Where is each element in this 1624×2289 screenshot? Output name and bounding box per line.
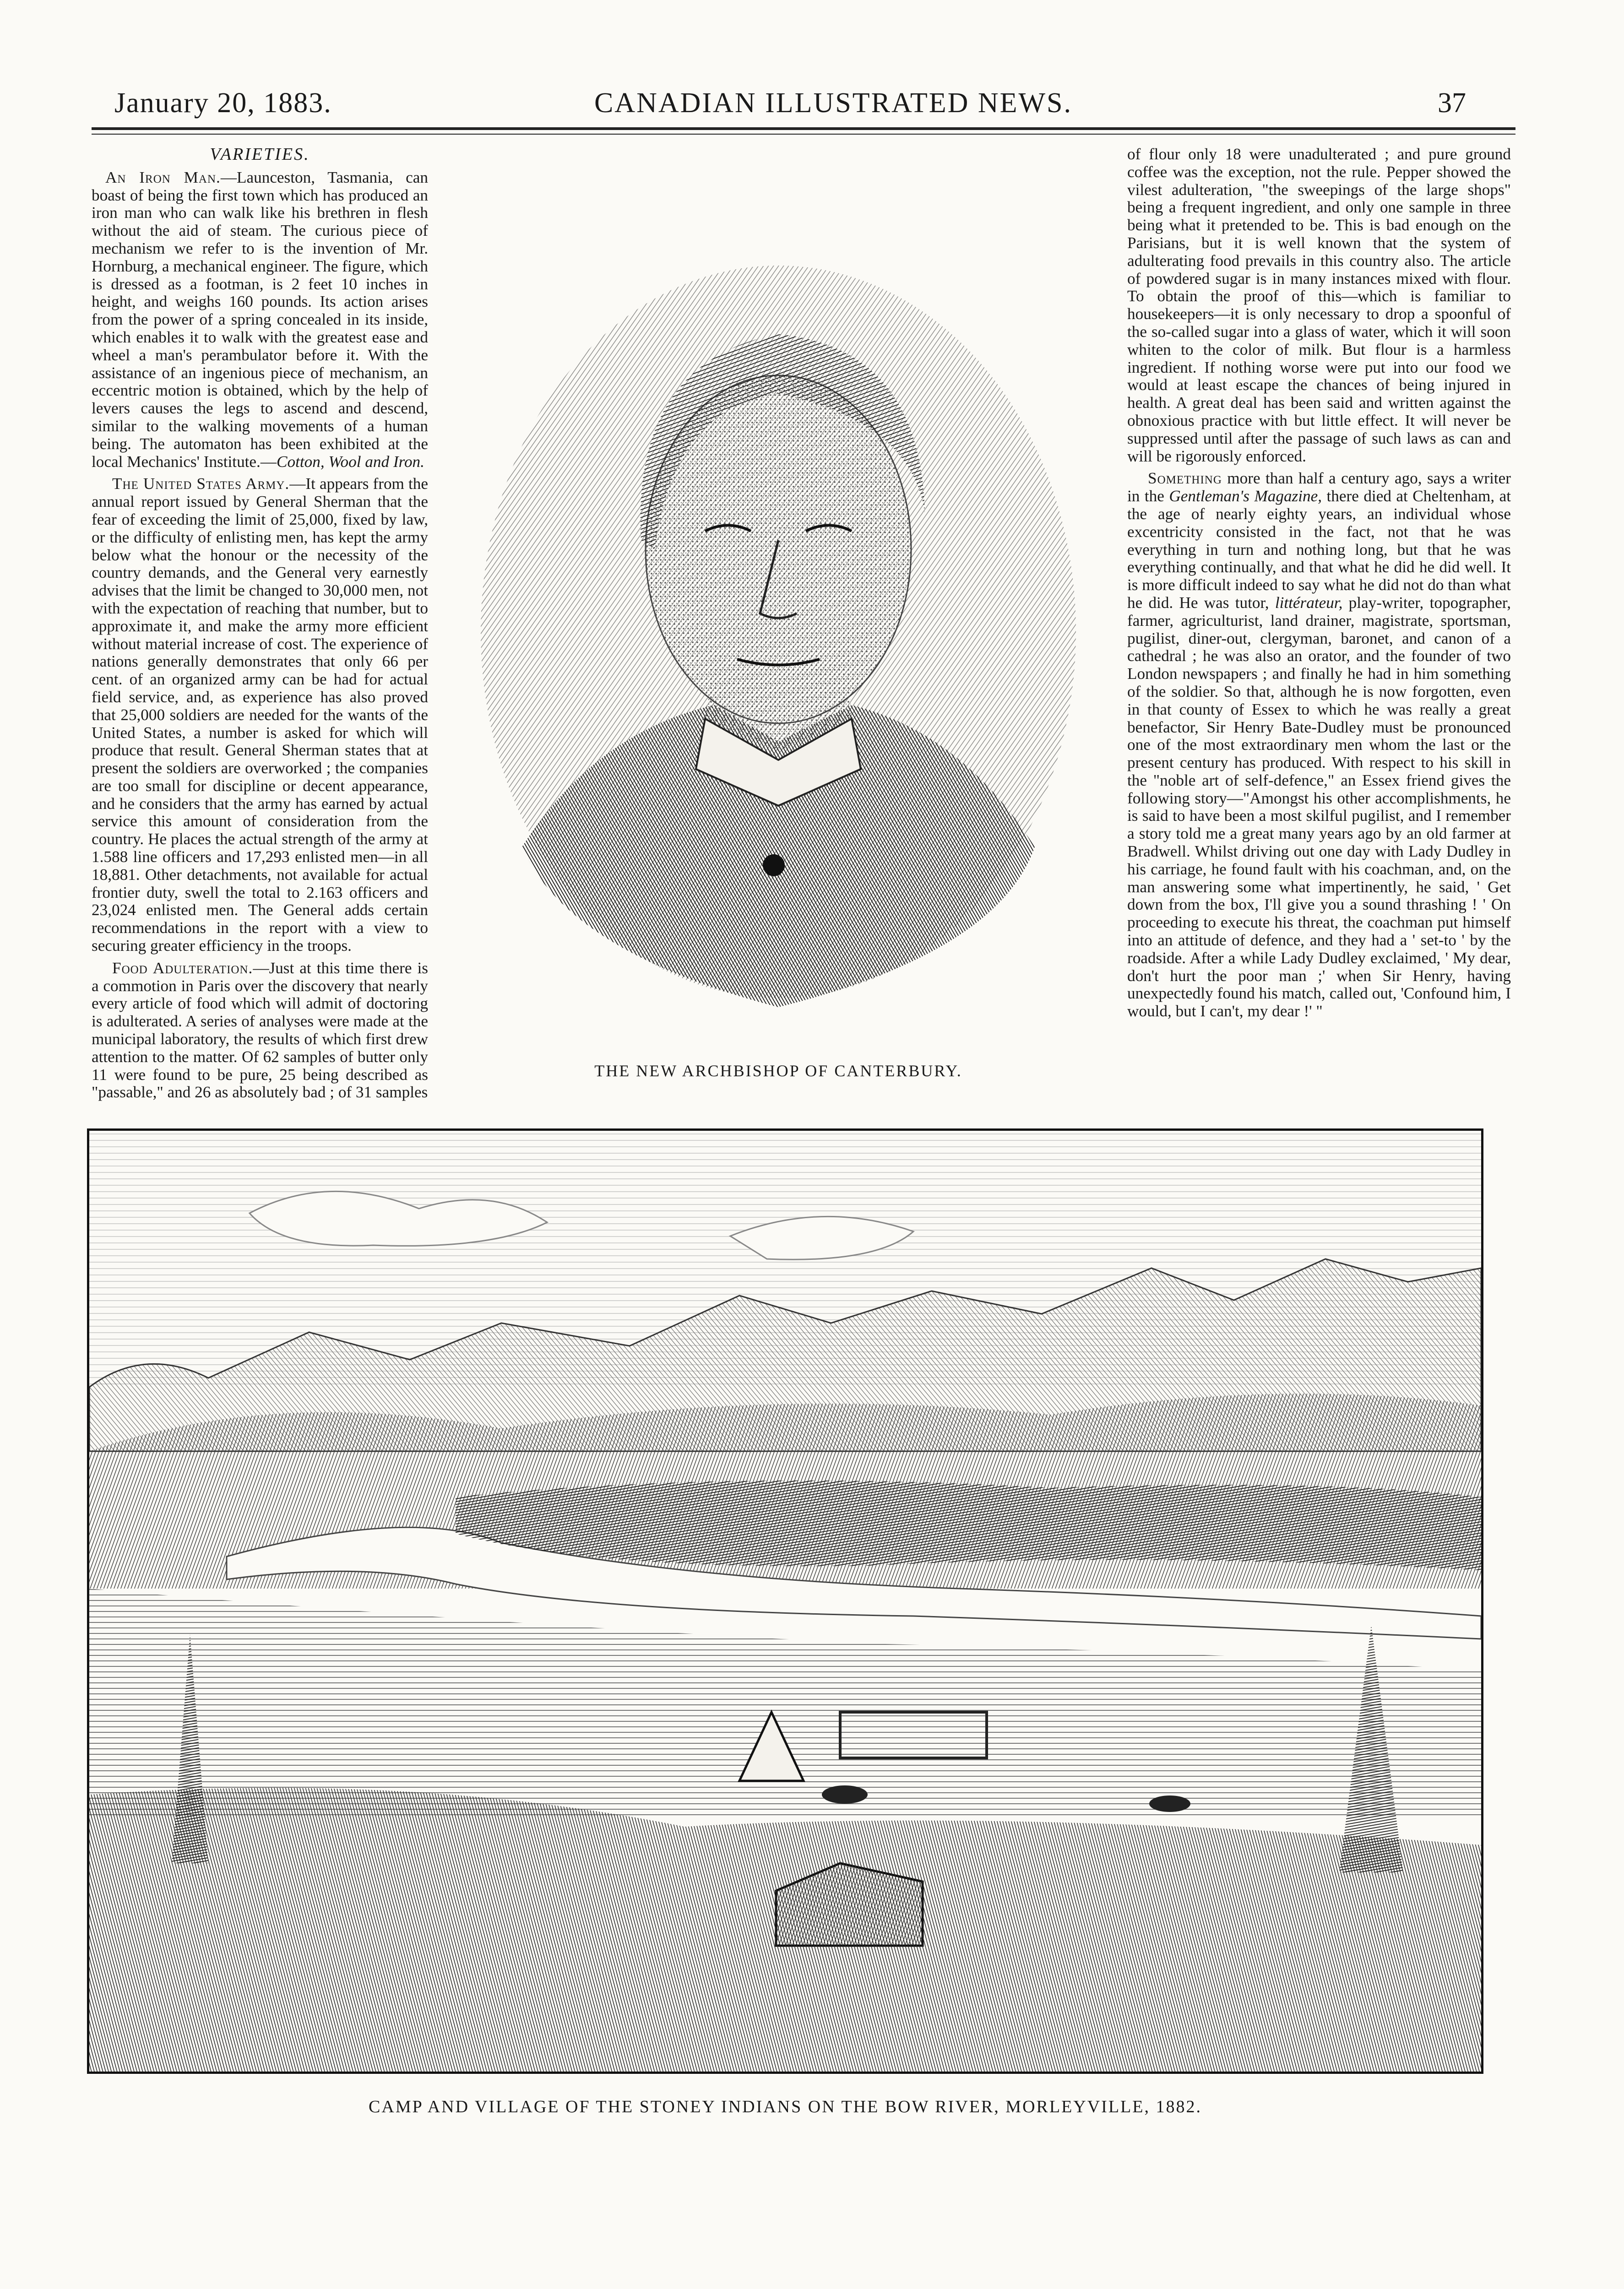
magazine-title: Gentleman's Magazine, [1169,487,1322,505]
masthead-title: CANADIAN ILLUSTRATED NEWS. [594,87,1073,119]
article-bate-dudley [1127,470,1511,1020]
portrait-caption: THE NEW ARCHBISHOP OF CANTERBURY. [594,1062,962,1080]
archbishop-portrait [458,256,1099,1035]
article-body: —It appears from the annual report issued by General Sherman that the fear of exceeding the limit of 25,000, fixed by law, or the difficulty of enlisting men, has kept the army below what the honour or the necessity of the country demands, and the General very earnestly advises that the limit be changed to 30,000 men, not with the expectation of reaching that number, but to approximate it, and make the army more efficient without material increase of cost. The experience of nations generally demonstrates that only 66 per cent. of an organized army can be had for actual field service, and, as experience has also proved that 25,000 soldiers are needed for the wants of the United States, a number is asked for which will produce that result. General Sherman states that at present the soldiers are overworked ; the companies are too small for discipline or decent appearance, and he considers that the army has earned by actual service this amount of consideration from the country. He places the actual strength of the army at 1.588 line officers and 17,293 enlisted men—in all 18,881. Other detachments, not available for actual frontier duty, swell the total to 2.163 officers and 23,024 enlisted men. The General adds certain recommendations in the report with a view to securing greater efficiency in the troops. [92,475,428,955]
foreground-ground [89,1788,1481,2072]
article-lead: The United States Army. [112,475,290,493]
article-body-part2: there died at Cheltenham, at the age of nearly eighty years, an individual whose excentricity consisted in the fact, not that he was everything in turn and nothing long, but that he was everything continually, and that what he did he did well. It is more difficult indeed to say what he did not do than what he did. He was tutor, [1127,487,1511,612]
issue-date: January 20, 1883. [114,87,332,119]
portrait-engraving [458,256,1099,1035]
horse [822,1785,868,1804]
article-lead: Food Adulteration. [112,959,253,977]
article-food-adulteration [92,960,428,1101]
landscape-engraving [89,1131,1481,2072]
stoney-indians-landscape [87,1128,1483,2074]
right-column [1127,146,1511,1025]
left-column [92,146,428,1106]
article-body: —Launceston, Tasmania, can boast of being the first town which has produced an iron man who can walk like his brethren in flesh without the aid of steam. The curious piece of mechanism we refer to is the invention of Mr. Hornburg, a mechanical engineer. The figure, which is dressed as a footman, is 2 feet 10 inches in height, and weighs 160 pounds. Its action arises from the power of a spring concealed in its inside, which enables it to walk with the greatest ease and wheel a man's perambulator before it. With the assistance of an ingenious piece of mechanism, an eccentric motion is obtained, which by the help of levers causes the legs to ascend and descend, similar to the walking movements of a human being. The automaton has been exhibited at the local Mechanics' Institute.— [92,168,428,471]
header-rule-thick [92,127,1515,130]
article-food-continued: of flour only 18 were unadulterated ; and pure ground coffee was the exception, not the rule. Pepper showed the vilest adulteration, "the sweepings of the large shops" being a frequent ingredient, and only one sample in three being what it pretended to be. This is bad enough on the Parisians, but it is well known that the system of adulterating food prevails in this country also. The article of powdered sugar is in many instances mixed with flour. To obtain the proof of this—which is familiar to housekeepers—it is only necessary to drop a spoonful of the so-called sugar into a glass of water, which it will soon whiten to the color of milk. But flour is a harmless ingredient. If nothing worse were put into our food we would at least escape the chances of being injured in health. A great deal has been said and written against the obnoxious practice with but little effect. It will never be suppressed until after the passage of such laws as can and will be rigorously enforced. [1127,145,1511,465]
article-lead: An Iron Man. [105,168,221,186]
portrait-coat-button [763,854,785,876]
litterateur-word: littérateur, [1275,593,1343,612]
article-body-part3: play-writer, topographer, farmer, agriculturist, land drainer, magistrate, sportsman, pugilist, diner-out, clergyman, baronet, and canon of a cathedral ; he was also an orator, and the founder of two London newspapers ; and finally he had in him something of the soldier. So that, although he is now forgotten, even in that county of Essex to which he was really a great benefactor, Sir Henry Bate-Dudley must be pronounced one of the most extraordinary men whom the last or the present century has produced. With respect to his skill in the "noble art of self-defence," an Essex friend gives the following story—"Amongst his other accomplishments, he is said to have been a most skilful pugilist, and I remember a story told me a great many years ago by an old farmer at Bradwell. Whilst driving out one day with Lady Dudley in his carriage, he found fault with his coachman, and, on the man answering some what impertinently, he said, ' Get down from the box, I'll give you a sound thrashing ! ' On proceeding to execute his threat, the coachman put himself into an attitude of defence, and they had a ' set-to ' by the roadside. After a while Lady Dudley exclaimed, ' My dear, don't hurt the poor man ;' when Sir Henry, having unexpectedly found his match, called out, 'Confound him, I would, but I can't, my dear !' " [1127,593,1511,1020]
article-source: Cotton, Wool and Iron. [277,452,424,471]
header-rule-thin [92,134,1515,135]
article-army [92,475,428,955]
section-heading: VARIETIES. [210,145,310,164]
article-iron-man [92,169,428,471]
article-lead: Something [1148,469,1222,488]
landscape-caption: CAMP AND VILLAGE OF THE STONEY INDIANS ON THE BOW RIVER, MORLEYVILLE, 1882. [369,2097,1202,2116]
forested-bank [456,1481,1481,1570]
article-body-part1: more than half a century ago, says a writer in the [1127,469,1511,505]
article-body: —Just at this time there is a commotion in Paris over the discovery that nearly every article of food which will admit of doctoring is adulterated. A series of analyses were made at the municipal laboratory, the results of which first drew attention to the matter. Of 62 samples of butter only 11 were found to be pure, 25 being described as "passable," and 26 as absolutely bad ; of 31 samples [92,959,428,1101]
page-number: 37 [1438,87,1466,119]
horse [1149,1795,1190,1812]
